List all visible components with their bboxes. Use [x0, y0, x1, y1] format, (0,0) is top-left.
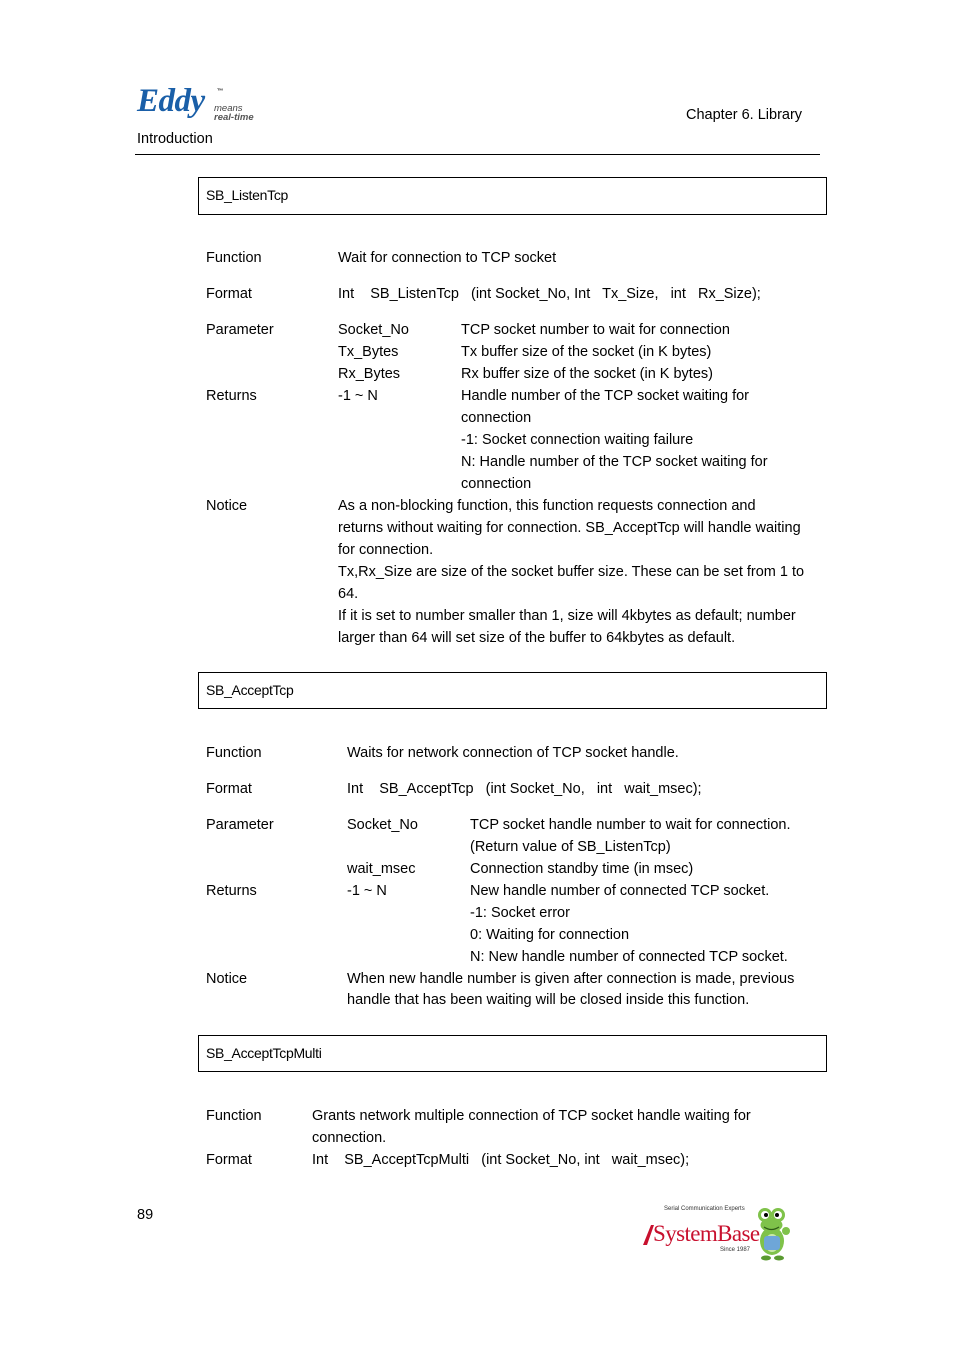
returns-line: N: Handle number of the TCP socket waiting for	[461, 454, 768, 470]
notice-line: handle that has been waiting will be closed inside this function.	[347, 992, 750, 1008]
returns-line: N: New handle number of connected TCP socket.	[470, 949, 788, 965]
brand-name: SystemBase	[653, 1221, 760, 1246]
notice-line: If it is set to number smaller than 1, size will 4kbytes as default; number	[338, 608, 796, 624]
format-text: Int SB_AcceptTcpMulti (int Socket_No, int wait_msec);	[312, 1152, 690, 1168]
returns-line: connection	[461, 476, 532, 492]
function-title: SB_ListenTcp	[206, 187, 289, 203]
systembase-logo	[640, 1203, 792, 1261]
param-desc: (Return value of SB_ListenTcp)	[470, 839, 671, 855]
function-title-box	[198, 177, 827, 215]
returns-range: -1 ~ N	[347, 883, 387, 899]
row-label-format: Format	[206, 781, 252, 797]
param-name: Rx_Bytes	[338, 366, 401, 382]
param-desc: TCP socket number to wait for connection	[461, 322, 730, 338]
function-title-box	[198, 672, 827, 709]
param-name: Tx_Bytes	[338, 344, 399, 360]
param-name: Socket_No	[347, 817, 418, 833]
param-name: wait_msec	[347, 861, 416, 877]
format-text: Int SB_AcceptTcp (int Socket_No, int wait_msec);	[347, 781, 702, 797]
function-title: SB_AcceptTcp	[206, 682, 294, 698]
trademark-symbol: ™	[217, 88, 224, 95]
notice-line: As a non-blocking function, this function requests connection and	[338, 498, 756, 514]
notice-line: returns without waiting for connection. SB_AcceptTcp will handle waiting	[338, 520, 801, 536]
row-label-parameter: Parameter	[206, 322, 274, 338]
row-label-format: Format	[206, 1152, 252, 1168]
format-text: Int SB_ListenTcp (int Socket_No, Int Tx_Size, int Rx_Size);	[338, 286, 761, 302]
notice-line: Tx,Rx_Size are size of the socket buffer size. These can be set from 1 to	[338, 564, 805, 580]
function-text: connection.	[312, 1130, 387, 1146]
returns-line: -1: Socket connection waiting failure	[461, 432, 694, 448]
header-divider	[135, 154, 820, 155]
param-name: Socket_No	[338, 322, 409, 338]
function-title-box	[198, 1035, 827, 1072]
row-label-function: Function	[206, 250, 262, 266]
row-label-parameter: Parameter	[206, 817, 274, 833]
param-desc: Rx buffer size of the socket (in K bytes)	[461, 366, 713, 382]
returns-line: connection	[461, 410, 532, 426]
returns-line: 0: Waiting for connection	[470, 927, 630, 943]
brand-since: Since 1987	[720, 1247, 751, 1253]
row-label-returns: Returns	[206, 883, 257, 899]
row-label-function: Function	[206, 1108, 262, 1124]
notice-line: for connection.	[338, 542, 434, 558]
eddy-logo: Eddy	[137, 83, 205, 119]
function-text: Grants network multiple connection of TCP socket handle waiting for	[312, 1108, 751, 1124]
notice-line: 64.	[338, 586, 359, 602]
returns-range: -1 ~ N	[338, 388, 378, 404]
row-label-function: Function	[206, 745, 262, 761]
row-label-notice: Notice	[206, 498, 248, 514]
notice-line: larger than 64 will set size of the buffer to 64kbytes as default.	[338, 630, 736, 646]
function-text: Wait for connection to TCP socket	[338, 250, 557, 266]
function-text: Waits for network connection of TCP socket handle.	[347, 745, 679, 761]
section-title: Introduction	[137, 131, 213, 147]
frog-mascot-icon	[758, 1208, 790, 1261]
row-label-notice: Notice	[206, 971, 248, 987]
returns-line: New handle number of connected TCP socket.	[470, 883, 770, 899]
param-desc: TCP socket handle number to wait for connection.	[470, 817, 791, 833]
brand-tagline: Serial Communication Experts	[664, 1206, 745, 1212]
param-desc: Connection standby time (in msec)	[470, 861, 694, 877]
notice-line: When new handle number is given after connection is made, previous	[347, 971, 795, 987]
logo-means-text: means	[214, 103, 243, 114]
returns-line: -1: Socket error	[470, 905, 570, 921]
function-title: SB_AcceptTcpMulti	[206, 1045, 322, 1061]
chapter-title: Chapter 6. Library	[686, 107, 803, 123]
logo-realtime-text: real-time	[214, 112, 254, 123]
row-label-returns: Returns	[206, 388, 257, 404]
returns-line: Handle number of the TCP socket waiting for	[461, 388, 750, 404]
page-number: 89	[137, 1207, 154, 1223]
param-desc: Tx buffer size of the socket (in K bytes)	[461, 344, 712, 360]
row-label-format: Format	[206, 286, 252, 302]
